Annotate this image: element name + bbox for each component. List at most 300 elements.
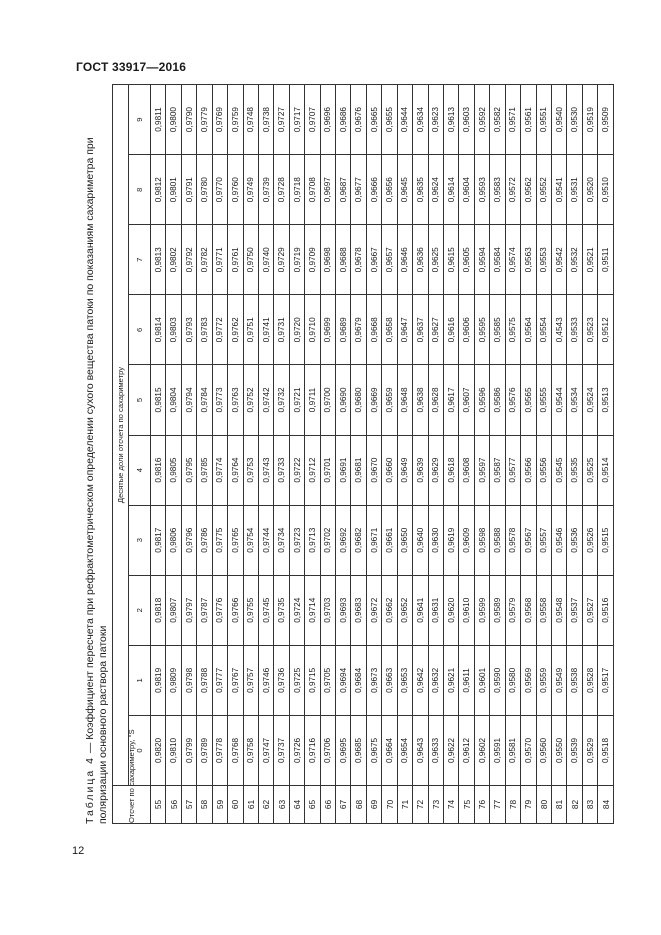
table-cell: 0,9584 (490, 225, 505, 295)
table-cell: 0,9797 (181, 575, 196, 645)
table-cell: 0,9747 (258, 715, 273, 785)
column-header: 3 (129, 505, 151, 575)
table-cell: 0,9723 (289, 505, 304, 575)
table-cell: 0,9692 (336, 505, 351, 575)
table-cell: 0,9772 (212, 295, 227, 365)
table-cell: 0,9786 (197, 505, 212, 575)
table-cell: 0,9605 (459, 225, 474, 295)
table-cell: 0,9665 (366, 85, 381, 155)
table-cell: 0,9683 (351, 575, 366, 645)
table-cell: 0,9629 (428, 435, 443, 505)
table-cell: 0,9805 (166, 435, 181, 505)
row-label-cell: 81 (551, 786, 566, 824)
table-cell: 0,9564 (521, 295, 536, 365)
table-cell: 0,9607 (459, 365, 474, 435)
table-cell: 0,9681 (351, 435, 366, 505)
table-cell: 0,9624 (428, 155, 443, 225)
table-cell: 0,9617 (444, 365, 459, 435)
row-label-cell: 80 (536, 786, 551, 824)
table-cell: 0,9742 (258, 365, 273, 435)
table-cell: 0,9619 (444, 505, 459, 575)
table-cell: 0,9523 (582, 295, 597, 365)
table-cell: 0,9563 (521, 225, 536, 295)
table-cell: 0,9591 (490, 715, 505, 785)
row-label-cell: 55 (151, 786, 166, 824)
table-cell: 0,9700 (320, 365, 335, 435)
table-cell: 0,9802 (166, 225, 181, 295)
table-cell: 0,9588 (490, 505, 505, 575)
table-cell: 0,9666 (366, 155, 381, 225)
table-cell: 0,9560 (536, 715, 551, 785)
table-cell: 0,9513 (598, 365, 614, 435)
table-cell: 0,9801 (166, 155, 181, 225)
table-cell: 0,9545 (551, 435, 566, 505)
row-label-cell: 64 (289, 786, 304, 824)
table-caption-dash: — (84, 739, 96, 757)
row-label-cell: 78 (505, 786, 520, 824)
table-cell: 0,9677 (351, 155, 366, 225)
table-cell: 0,9541 (551, 155, 566, 225)
table-cell: 0,9566 (521, 435, 536, 505)
rotated-content (84, 84, 619, 824)
table-cell: 0,9627 (428, 295, 443, 365)
table-cell: 0,9717 (289, 85, 304, 155)
table-cell: 0,9788 (197, 645, 212, 715)
table-cell: 0,9752 (243, 365, 258, 435)
table-cell: 0,9754 (243, 505, 258, 575)
table-cell: 0,9679 (351, 295, 366, 365)
table-cell: 0,9659 (382, 365, 397, 435)
table-cell: 0,9634 (413, 85, 428, 155)
row-label-cell: 84 (598, 786, 614, 824)
row-label-cell: 62 (258, 786, 273, 824)
table-cell: 0,9597 (474, 435, 489, 505)
table-cell: 0,9720 (289, 295, 304, 365)
table-cell: 0,9669 (366, 365, 381, 435)
table-cell: 0,9650 (397, 505, 412, 575)
table-cell: 0,9771 (212, 225, 227, 295)
table-row (243, 85, 258, 824)
table-cell: 0,9595 (474, 295, 489, 365)
page-number: 12 (72, 845, 85, 857)
table-cell: 0,9532 (567, 225, 582, 295)
table-cell: 0,9510 (598, 155, 614, 225)
row-label-cell: 69 (366, 786, 381, 824)
table-row (521, 85, 536, 824)
table-cell: 0,9604 (459, 155, 474, 225)
table-cell: 0,9698 (320, 225, 335, 295)
table-cell: 0,9817 (151, 505, 166, 575)
table-cell: 0,9608 (459, 435, 474, 505)
table-row (474, 85, 489, 824)
table-cell: 0,9636 (413, 225, 428, 295)
table-cell: 0,9738 (258, 85, 273, 155)
table-head (113, 85, 151, 824)
table-cell: 0,9599 (474, 575, 489, 645)
table-row (181, 85, 196, 824)
table-cell: 0,9820 (151, 715, 166, 785)
table-cell: 0,9718 (289, 155, 304, 225)
table-cell: 0,9705 (320, 645, 335, 715)
table-cell: 0,9790 (181, 85, 196, 155)
table-cell: 0,9648 (397, 365, 412, 435)
table-cell: 0,9664 (382, 715, 397, 785)
table-cell: 0,9688 (336, 225, 351, 295)
table-cell: 0,9768 (228, 715, 243, 785)
table-cell: 0,9785 (197, 435, 212, 505)
table-cell: 0,9583 (490, 155, 505, 225)
table-cell: 0,9572 (505, 155, 520, 225)
table-cell: 0,9538 (567, 645, 582, 715)
table-row (351, 85, 366, 824)
table-cell: 0,9580 (505, 645, 520, 715)
table-caption-label: Таблица 4 (84, 756, 96, 824)
table-cell: 0,9559 (536, 645, 551, 715)
table-cell: 0,9554 (536, 295, 551, 365)
row-header-cell: Отсчет по сахариметру, °S (113, 786, 151, 824)
table-row (490, 85, 505, 824)
table-row (274, 85, 289, 824)
table-cell: 0,9740 (258, 225, 273, 295)
row-label-cell: 83 (582, 786, 597, 824)
table-cell: 0,9672 (366, 575, 381, 645)
table-cell: 0,9715 (305, 645, 320, 715)
table-cell: 0,9612 (459, 715, 474, 785)
table-row (567, 85, 582, 824)
table-row (551, 85, 566, 824)
row-label-cell: 75 (459, 786, 474, 824)
table-cell: 0,9682 (351, 505, 366, 575)
row-label-cell: 60 (228, 786, 243, 824)
table-cell: 0,9765 (228, 505, 243, 575)
table-cell: 0,9784 (197, 365, 212, 435)
table-cell: 0,9803 (166, 295, 181, 365)
table-cell: 0,9662 (382, 575, 397, 645)
table-cell: 0,9657 (382, 225, 397, 295)
table-cell: 0,9509 (598, 85, 614, 155)
table-cell: 0,9750 (243, 225, 258, 295)
table-cell: 0,9694 (336, 645, 351, 715)
table-cell: 0,9620 (444, 575, 459, 645)
table-cell: 0,9815 (151, 365, 166, 435)
table-cell: 0,9552 (536, 155, 551, 225)
table-cell: 0,9727 (274, 85, 289, 155)
table-cell: 0,9818 (151, 575, 166, 645)
table-cell: 0,9675 (366, 715, 381, 785)
table-cell: 0,9643 (413, 715, 428, 785)
row-label-cell: 73 (428, 786, 443, 824)
table-cell: 0,9791 (181, 155, 196, 225)
table-cell: 0,9783 (197, 295, 212, 365)
table-cell: 0,9553 (536, 225, 551, 295)
table-cell: 0,9710 (305, 295, 320, 365)
rotated-table-area (84, 84, 619, 824)
table-cell: 0,9777 (212, 645, 227, 715)
table-cell: 0,9702 (320, 505, 335, 575)
table-cell: 0,9691 (336, 435, 351, 505)
table-cell: 0,4543 (551, 295, 566, 365)
table-cell: 0,9799 (181, 715, 196, 785)
column-header: 8 (129, 155, 151, 225)
table-cell: 0,9656 (382, 155, 397, 225)
table-cell: 0,9709 (305, 225, 320, 295)
row-label-cell: 63 (274, 786, 289, 824)
column-header: 6 (129, 295, 151, 365)
table-cell: 0,9520 (582, 155, 597, 225)
table-row (413, 85, 428, 824)
table-cell: 0,9671 (366, 505, 381, 575)
table-cell: 0,9770 (212, 155, 227, 225)
table-row (151, 85, 166, 824)
table-cell: 0,9519 (582, 85, 597, 155)
table-cell: 0,9628 (428, 365, 443, 435)
table-cell: 0,9728 (274, 155, 289, 225)
table-cell: 0,9780 (197, 155, 212, 225)
row-label-cell: 56 (166, 786, 181, 824)
table-cell: 0,9558 (536, 575, 551, 645)
table-cell: 0,9551 (536, 85, 551, 155)
table-cell: 0,9725 (289, 645, 304, 715)
column-header: 2 (129, 575, 151, 645)
table-cell: 0,9610 (459, 575, 474, 645)
table-cell: 0,9713 (305, 505, 320, 575)
table-cell: 0,9753 (243, 435, 258, 505)
table-cell: 0,9685 (351, 715, 366, 785)
table-cell: 0,9746 (258, 645, 273, 715)
table-cell: 0,9635 (413, 155, 428, 225)
table-cell: 0,9759 (228, 85, 243, 155)
table-cell: 0,9814 (151, 295, 166, 365)
table-cell: 0,9641 (413, 575, 428, 645)
table-cell: 0,9515 (598, 505, 614, 575)
table-cell: 0,9731 (274, 295, 289, 365)
table-row (258, 85, 273, 824)
table-cell: 0,9813 (151, 225, 166, 295)
table-cell: 0,9521 (582, 225, 597, 295)
table-cell: 0,9774 (212, 435, 227, 505)
table-cell: 0,9618 (444, 435, 459, 505)
table-cell: 0,9616 (444, 295, 459, 365)
table-cell: 0,9623 (428, 85, 443, 155)
table-cell: 0,9574 (505, 225, 520, 295)
table-cell: 0,9593 (474, 155, 489, 225)
table-row (336, 85, 351, 824)
group-header-cell: Десятые доли отсчета по сахариметру (113, 85, 129, 786)
table-cell: 0,9789 (197, 715, 212, 785)
row-label-cell: 82 (567, 786, 582, 824)
table-cell: 0,9557 (536, 505, 551, 575)
table-cell: 0,9577 (505, 435, 520, 505)
table-cell: 0,9778 (212, 715, 227, 785)
table-cell: 0,9673 (366, 645, 381, 715)
table-cell: 0,9707 (305, 85, 320, 155)
table-cell: 0,9546 (551, 505, 566, 575)
table-cell: 0,9807 (166, 575, 181, 645)
table-cell: 0,9745 (258, 575, 273, 645)
table-cell: 0,9743 (258, 435, 273, 505)
table-cell: 0,9721 (289, 365, 304, 435)
table-row (582, 85, 597, 824)
table-cell: 0,9804 (166, 365, 181, 435)
table-cell: 0,9530 (567, 85, 582, 155)
table-cell: 0,9658 (382, 295, 397, 365)
table-cell: 0,9570 (521, 715, 536, 785)
table-cell: 0,9766 (228, 575, 243, 645)
table-cell: 0,9644 (397, 85, 412, 155)
table-cell: 0,9637 (413, 295, 428, 365)
table-cell: 0,9614 (444, 155, 459, 225)
table-row (382, 85, 397, 824)
table-cell: 0,9646 (397, 225, 412, 295)
table-cell: 0,9660 (382, 435, 397, 505)
column-header: 5 (129, 365, 151, 435)
table-cell: 0,9647 (397, 295, 412, 365)
table-cell: 0,9733 (274, 435, 289, 505)
table-cell: 0,9603 (459, 85, 474, 155)
column-header-row (129, 85, 151, 824)
table-cell: 0,9550 (551, 715, 566, 785)
table-cell: 0,9798 (181, 645, 196, 715)
table-cell: 0,9732 (274, 365, 289, 435)
table-cell: 0,9525 (582, 435, 597, 505)
table-cell: 0,9663 (382, 645, 397, 715)
row-label-cell: 72 (413, 786, 428, 824)
table-cell: 0,9569 (521, 645, 536, 715)
column-header: 7 (129, 225, 151, 295)
table-cell: 0,9811 (151, 85, 166, 155)
table-cell: 0,9764 (228, 435, 243, 505)
table-cell: 0,9712 (305, 435, 320, 505)
table-cell: 0,9668 (366, 295, 381, 365)
table-cell: 0,9585 (490, 295, 505, 365)
row-label-cell: 61 (243, 786, 258, 824)
table-cell: 0,9695 (336, 715, 351, 785)
table-cell: 0,9631 (428, 575, 443, 645)
table-cell: 0,9549 (551, 645, 566, 715)
table-cell: 0,9632 (428, 645, 443, 715)
table-body (151, 85, 614, 824)
table-cell: 0,9592 (474, 85, 489, 155)
table-cell: 0,9775 (212, 505, 227, 575)
column-header: 4 (129, 435, 151, 505)
table-cell: 0,9601 (474, 645, 489, 715)
table-cell: 0,9633 (428, 715, 443, 785)
table-cell: 0,9539 (567, 715, 582, 785)
table-cell: 0,9640 (413, 505, 428, 575)
table-cell: 0,9587 (490, 435, 505, 505)
table-cell: 0,9736 (274, 645, 289, 715)
table-cell: 0,9769 (212, 85, 227, 155)
row-label-cell: 76 (474, 786, 489, 824)
table-cell: 0,9726 (289, 715, 304, 785)
table-cell: 0,9706 (320, 715, 335, 785)
table-cell: 0,9544 (551, 365, 566, 435)
table-row (212, 85, 227, 824)
table-cell: 0,9776 (212, 575, 227, 645)
table-cell: 0,9670 (366, 435, 381, 505)
table-cell: 0,9517 (598, 645, 614, 715)
table-cell: 0,9524 (582, 365, 597, 435)
table-cell: 0,9516 (598, 575, 614, 645)
table-cell: 0,9806 (166, 505, 181, 575)
table-cell: 0,9773 (212, 365, 227, 435)
table-cell: 0,9655 (382, 85, 397, 155)
table-cell: 0,9594 (474, 225, 489, 295)
table-row (444, 85, 459, 824)
table-cell: 0,9567 (521, 505, 536, 575)
row-label-cell: 70 (382, 786, 397, 824)
table-cell: 0,9615 (444, 225, 459, 295)
table-cell: 0,9741 (258, 295, 273, 365)
table-cell: 0,9714 (305, 575, 320, 645)
table-cell: 0,9621 (444, 645, 459, 715)
table-cell: 0,9793 (181, 295, 196, 365)
table-cell: 0,9809 (166, 645, 181, 715)
table-cell: 0,9680 (351, 365, 366, 435)
table-cell: 0,9763 (228, 365, 243, 435)
table-cell: 0,9758 (243, 715, 258, 785)
table-cell: 0,9548 (551, 575, 566, 645)
table-row (289, 85, 304, 824)
table-cell: 0,9812 (151, 155, 166, 225)
table-cell: 0,9737 (274, 715, 289, 785)
table-row (428, 85, 443, 824)
row-label-cell: 77 (490, 786, 505, 824)
table-cell: 0,9690 (336, 365, 351, 435)
table-cell: 0,9534 (567, 365, 582, 435)
table-row (505, 85, 520, 824)
row-label-cell: 67 (336, 786, 351, 824)
table-cell: 0,9755 (243, 575, 258, 645)
table-cell: 0,9661 (382, 505, 397, 575)
table-cell: 0,9749 (243, 155, 258, 225)
table-cell: 0,9708 (305, 155, 320, 225)
table-cell: 0,9526 (582, 505, 597, 575)
table-cell: 0,9684 (351, 645, 366, 715)
column-header: 0 (129, 715, 151, 785)
table-cell: 0,9744 (258, 505, 273, 575)
table-cell: 0,9757 (243, 645, 258, 715)
table-cell: 0,9767 (228, 645, 243, 715)
row-label-cell: 74 (444, 786, 459, 824)
table-cell: 0,9582 (490, 85, 505, 155)
table-row (305, 85, 320, 824)
table-cell: 0,9598 (474, 505, 489, 575)
table-cell: 0,9751 (243, 295, 258, 365)
table-cell: 0,9653 (397, 645, 412, 715)
table-cell: 0,9609 (459, 505, 474, 575)
table-cell: 0,9794 (181, 365, 196, 435)
table-cell: 0,9748 (243, 85, 258, 155)
table-cell: 0,9693 (336, 575, 351, 645)
row-label-cell: 59 (212, 786, 227, 824)
table-cell: 0,9514 (598, 435, 614, 505)
table-cell: 0,9596 (474, 365, 489, 435)
table-cell: 0,9613 (444, 85, 459, 155)
table-cell: 0,9703 (320, 575, 335, 645)
table-cell: 0,9696 (320, 85, 335, 155)
document-number-header: ГОСТ 33917—2016 (76, 60, 187, 74)
table-cell: 0,9699 (320, 295, 335, 365)
table-row (197, 85, 212, 824)
table-row (598, 85, 614, 824)
table-cell: 0,9562 (521, 155, 536, 225)
table-row (397, 85, 412, 824)
table-cell: 0,9787 (197, 575, 212, 645)
table-cell: 0,9542 (551, 225, 566, 295)
table-cell: 0,9561 (521, 85, 536, 155)
table-row (166, 85, 181, 824)
